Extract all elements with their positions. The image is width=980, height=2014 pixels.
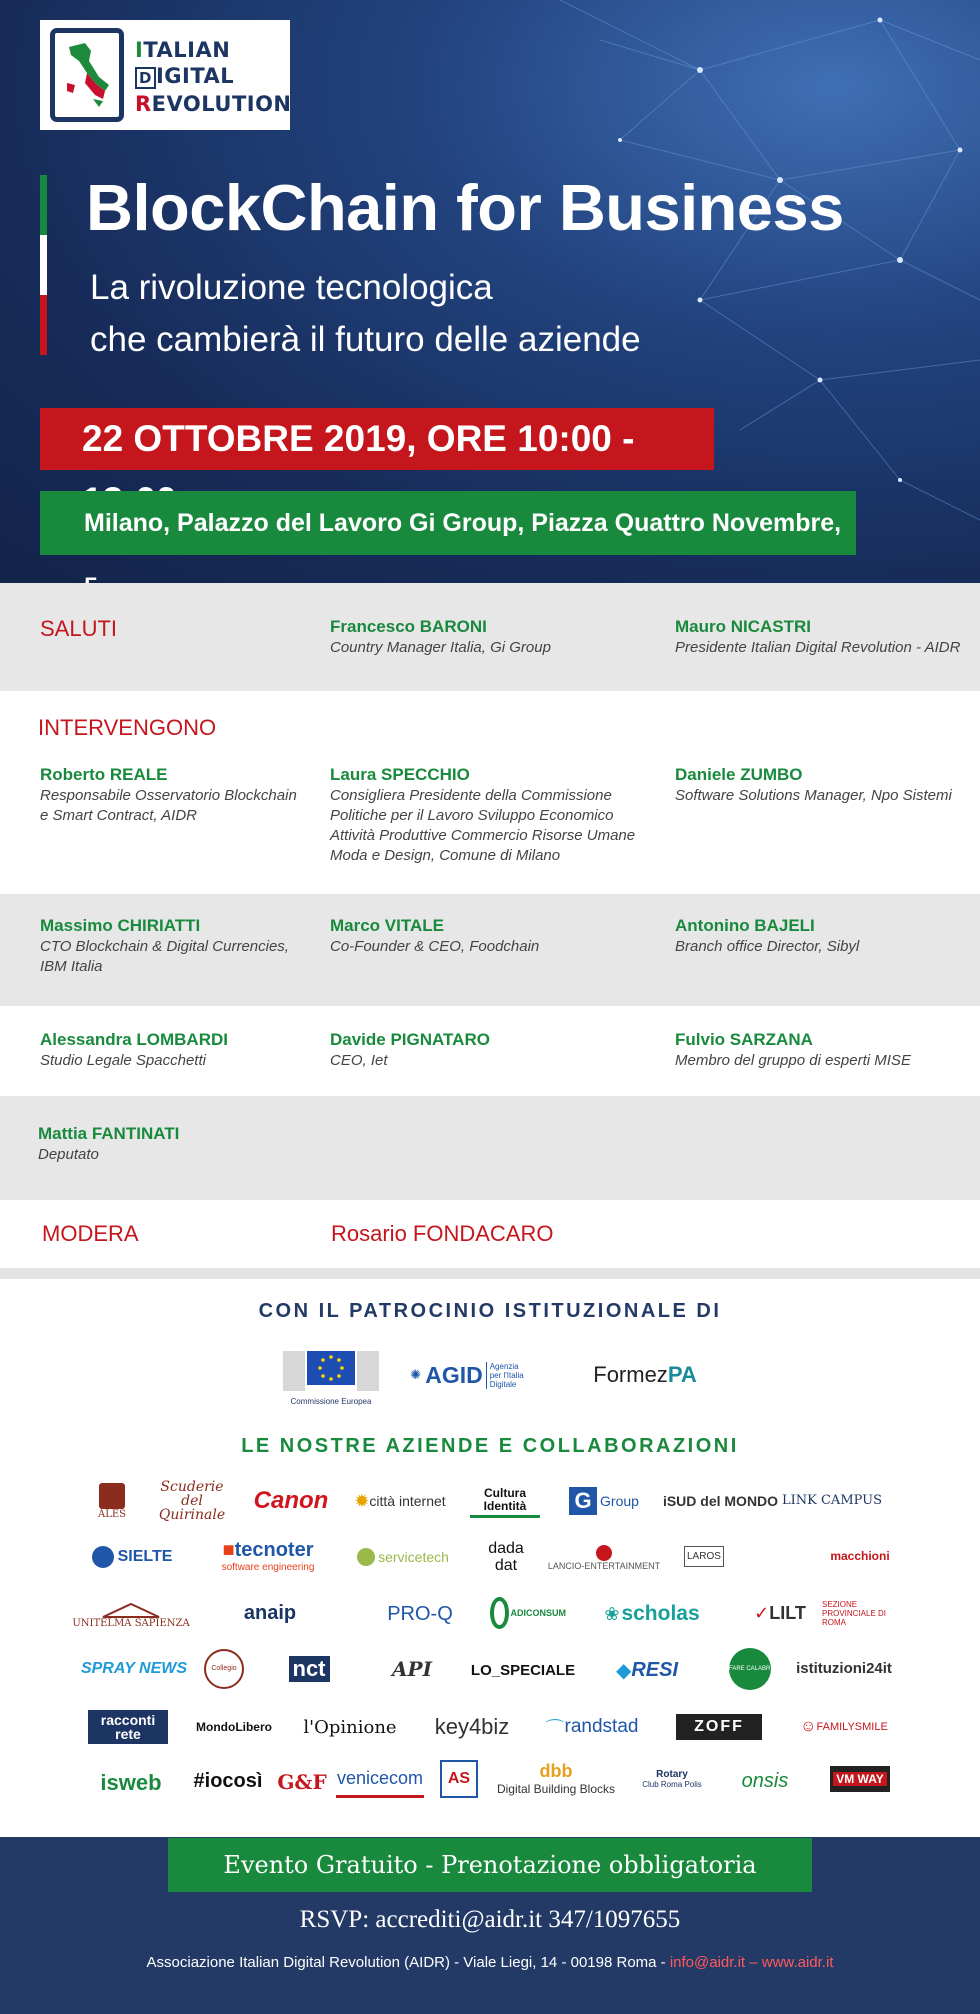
eu-flag-icon: [281, 1347, 381, 1397]
partner-logo[interactable]: ☺ FAMILYSMILE: [800, 1718, 888, 1735]
partner-logo[interactable]: ✓ LILT: [754, 1602, 806, 1623]
partners-title: LE NOSTRE AZIENDE E COLLABORAZIONI: [241, 1435, 739, 1457]
speaker: Fulvio SARZANA Membro del gruppo di esperti MISE: [675, 1030, 911, 1069]
agid-logo[interactable]: ✺ AGID Agenzia per l'Italia Digitale: [410, 1360, 532, 1390]
partner-logo[interactable]: LO_SPECIALE: [470, 1661, 576, 1679]
partner-logo[interactable]: servicetech: [346, 1542, 460, 1572]
event-title: BlockChain for Business: [86, 171, 844, 244]
commissione-europea-logo[interactable]: Commissione Europea: [278, 1340, 384, 1412]
partner-logo[interactable]: PRO-Q: [387, 1602, 453, 1625]
partner-logo[interactable]: G Group: [566, 1484, 642, 1518]
partner-logo[interactable]: Cultura Identità: [470, 1484, 540, 1518]
speakers-row: [0, 1096, 980, 1200]
modera-label: MODERA: [42, 1221, 139, 1246]
partner-logo[interactable]: API: [392, 1657, 432, 1681]
partner-logo[interactable]: ⌒ randstad: [545, 1716, 639, 1740]
partner-logo[interactable]: UNITELMA SAPIENZA: [88, 1596, 174, 1634]
partner-logo[interactable]: AS: [440, 1760, 478, 1798]
speakers-row: [0, 894, 980, 1006]
intervengono-row: [0, 691, 980, 894]
speaker: Laura SPECCHIO Consigliera Presidente della Commissione Politiche per il Lavoro Sviluppo Economico Attività Produttive Commercio Risorse Umane Moda e Design, Comune di Milano: [330, 765, 636, 864]
partner-logo[interactable]: ALES: [88, 1478, 136, 1524]
speaker: Marco VITALE Co-Founder & CEO, Foodchain: [330, 916, 540, 955]
partner-logo[interactable]: LINK CAMPUS: [782, 1492, 883, 1508]
speaker: Roberto REALE Responsabile Osservatorio Blockchain e Smart Contract, AIDR: [40, 765, 297, 824]
rsvp-contact[interactable]: RSVP: accrediti@aidr.it 347/1097655: [299, 1906, 681, 1933]
footer-address: Associazione Italian Digital Revolution (AIDR) - Viale Liegi, 14 - 00198 Roma - info@aidr.it – www.aidr.it: [146, 1954, 834, 1971]
partner-logo[interactable]: #iocosì: [193, 1769, 263, 1792]
moderator-name: Rosario FONDACARO: [331, 1221, 554, 1246]
event-subtitle: La rivoluzione tecnologica che cambierà il futuro delle aziende: [90, 268, 641, 359]
partner-logo[interactable]: MondoLibero: [196, 1720, 272, 1734]
partner-logo[interactable]: VM WAY: [830, 1766, 890, 1792]
partner-logo[interactable]: ◆ RESI: [615, 1658, 679, 1682]
partner-logo[interactable]: dada dat: [488, 1540, 524, 1574]
building-icon: [101, 1602, 161, 1618]
partner-logo[interactable]: LAROS: [684, 1538, 794, 1574]
partner-logo[interactable]: l'Opinione: [303, 1716, 397, 1738]
italy-map-icon: [55, 33, 119, 117]
speakers-row: [0, 1006, 980, 1096]
partner-logo[interactable]: Rotary Club Roma Polis: [642, 1769, 702, 1789]
partner-logo[interactable]: dbb Digital Building Blocks: [496, 1760, 616, 1796]
formez-pa-logo[interactable]: Formez PA: [593, 1362, 697, 1387]
partner-logo[interactable]: ✹ città internet: [354, 1491, 446, 1511]
hero-banner: [0, 0, 980, 583]
partner-logo[interactable]: Canon: [253, 1487, 329, 1514]
intervengono-label: INTERVENGONO: [38, 715, 217, 740]
speaker: Massimo CHIRIATTI CTO Blockchain & Digital Currencies, IBM Italia: [40, 916, 289, 975]
partner-logo[interactable]: ADICONSUM: [490, 1592, 566, 1634]
partner-logo[interactable]: macchioni: [830, 1549, 890, 1563]
footer-links[interactable]: info@aidr.it – www.aidr.it: [669, 1954, 834, 1971]
partner-logo[interactable]: Collegio: [200, 1648, 248, 1690]
speaker: Davide PIGNATARO CEO, Iet: [330, 1030, 490, 1069]
partner-logo[interactable]: isweb: [100, 1770, 162, 1795]
partner-logo[interactable]: venicecom: [336, 1762, 424, 1798]
free-event-banner: Evento Gratuito - Prenotazione obbligatoria: [168, 1838, 812, 1892]
partner-logo[interactable]: G&F: [277, 1770, 327, 1794]
partner-logo[interactable]: ❀ scholas: [604, 1602, 700, 1625]
partner-logo[interactable]: ■tecnoter software engineering: [221, 1539, 315, 1573]
saluti-label: SALUTI: [40, 616, 118, 641]
speaker: Daniele ZUMBO Software Solutions Manager, Npo Sistemi: [675, 765, 952, 804]
speaker: Alessandra LOMBARDI Studio Legale Spacchetti: [40, 1030, 228, 1069]
partner-logo[interactable]: key4biz: [434, 1714, 510, 1739]
aidr-logo[interactable]: [40, 20, 290, 130]
saluti-row: [0, 583, 980, 691]
divider: [0, 1268, 980, 1279]
partner-logo[interactable]: SEZIONE PROVINCIALE DI ROMA: [822, 1599, 887, 1627]
speaker: Antonino BAJELI Branch office Director, Sibyl: [675, 916, 860, 955]
partner-logo[interactable]: Scuderie del Quirinale: [158, 1479, 226, 1523]
partner-logo[interactable]: onsis: [741, 1769, 789, 1792]
speaker: Mauro NICASTRI Presidente Italian Digital Revolution - AIDR: [675, 617, 961, 656]
logo-wordmark: ITALIAN D IGITAL REVOLUTION: [135, 38, 292, 116]
patronage-title: CON IL PATROCINIO ISTITUZIONALE DI: [258, 1300, 722, 1322]
partner-logo[interactable]: nct: [272, 1654, 346, 1684]
event-place: Milano, Palazzo del Lavoro Gi Group, Piazza Quattro Novembre,: [40, 491, 856, 555]
partner-logo[interactable]: anaip: [243, 1601, 297, 1624]
modera-row: [0, 1200, 980, 1268]
partner-logo[interactable]: racconti rete: [88, 1710, 168, 1744]
event-date: 22 OTTOBRE 2019, ORE 10:00 -: [40, 408, 714, 470]
partner-logo[interactable]: SPRAY NEWS: [80, 1660, 188, 1677]
phone-icon: [50, 28, 124, 122]
partner-logo[interactable]: istituzioni24it: [796, 1659, 892, 1677]
speaker: Francesco BARONI Country Manager Italia, Gi Group: [330, 617, 551, 656]
partner-logo[interactable]: SIELTE: [86, 1540, 178, 1574]
speaker: Mattia FANTINATI Deputato: [38, 1124, 180, 1163]
partner-logo[interactable]: ZOFF: [676, 1714, 762, 1740]
partner-logo[interactable]: iSUD del MONDO: [662, 1493, 779, 1509]
partner-logo[interactable]: LANCIO-ENTERTAINMENT: [554, 1538, 654, 1578]
italian-flag-stripe: [40, 175, 47, 355]
partner-logo[interactable]: FARE CALABRIA: [724, 1646, 776, 1692]
